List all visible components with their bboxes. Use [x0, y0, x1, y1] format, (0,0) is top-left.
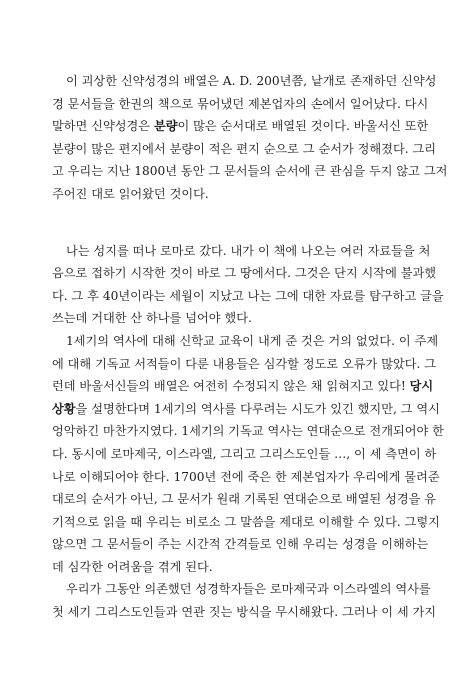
text-line: 나는 성지를 떠나 로마로 갔다. 내가 이 책에 나오는 여러 자료들을 처: [66, 243, 431, 258]
text-line: 주어진 대로 읽어왔던 것이다.: [52, 186, 209, 201]
text-line: 쓰는데 거대한 산 하나를 넘어야 했다.: [52, 311, 252, 326]
text-line: 우리가 그동안 의존했던 성경학자들은 로마제국과 이스라엘의 역사를: [66, 582, 431, 597]
text-line: 다. 그 후 40년이라는 세월이 지났고 나는 그에 대한 자료를 탐구하고 글을: [52, 288, 444, 303]
text-line: 음으로 접하기 시작한 것이 바로 그 땅에서다. 그것은 단지 시작에 불과했: [52, 266, 437, 281]
text-line: 1세기의 역사에 대해 신학교 교육이 내게 준 것은 거의 없었다. 이 주제: [66, 333, 439, 348]
text-segment: 이 많은 순서대로 배열된 것이다. 바울서신 또한: [177, 119, 429, 134]
text-line: 데 심각한 어려움을 겪게 된다.: [52, 559, 213, 574]
paragraph-2: [52, 240, 444, 330]
text-line: 대로의 순서가 아닌, 그 문서가 원래 기록된 연대순으로 배열된 성경을 유: [52, 492, 437, 507]
text-segment: 런데 바울서신들의 배열은 여전히 수정되지 않은 채 읽혀지고 있다!: [52, 379, 410, 394]
text-line: 기적으로 읽을 때 우리는 비로소 그 말씀을 제대로 이해할 수 있다. 그렇지: [52, 514, 440, 529]
text-line: 분량이 많은 편지에서 분량이 적은 편지 순으로 그 순서가 정해졌다. 그리: [52, 141, 437, 156]
text-line: 첫 세기 그리스도인들과 연관 짓는 방식을 무시해왔다. 그러나 이 세 가지: [52, 605, 437, 620]
text-line: 다. 동시에 로마제국, 이스라엘, 그리고 그리스도인들 …, 이 세 측면이 하: [52, 446, 437, 461]
bold-term: 상황: [52, 401, 76, 416]
paragraph-3: [52, 330, 444, 579]
bold-term: 당시: [409, 379, 434, 394]
bold-term: 분량: [153, 119, 178, 134]
text-line: 엉악하긴 마찬가지였다. 1세기의 기독교 역사는 연대순으로 전개되어야 한: [52, 424, 444, 439]
text-segment: 을 설명한다며 1세기의 역사를 다루려는 시도가 있긴 했지만, 그 역시: [75, 401, 440, 416]
text-line: [52, 115, 429, 138]
text-line: [52, 398, 440, 421]
text-line: 고 우리는 지난 1800년 동안 그 문서들의 순서에 큰 관심을 두지 않고 그저: [52, 164, 448, 179]
paragraph-1: [52, 70, 448, 206]
text-line: 에 대해 기독교 서적들이 다룬 내용들은 심각할 정도로 오류가 많았다. 그: [52, 356, 437, 371]
paragraph-4: [52, 578, 437, 623]
page-text: [52, 70, 448, 624]
text-line: 경 문서들을 한권의 책으로 묶어냈던 제본업자의 손에서 일어났다. 다시: [52, 96, 429, 111]
text-line: 나로 이해되어야 한다. 1700년 전에 죽은 한 제본업자가 우리에게 물려준: [52, 469, 440, 484]
text-line: 않으면 그 문서들이 주는 시간적 간격들로 인해 우리는 성경을 이해하는: [52, 537, 429, 552]
text-line: [52, 375, 434, 398]
text-segment: 말하면 신약성경은: [52, 119, 154, 134]
text-line: 이 괴상한 신약성경의 배열은 A. D. 200년쯤, 낱개로 존재하던 신약성: [66, 74, 437, 88]
